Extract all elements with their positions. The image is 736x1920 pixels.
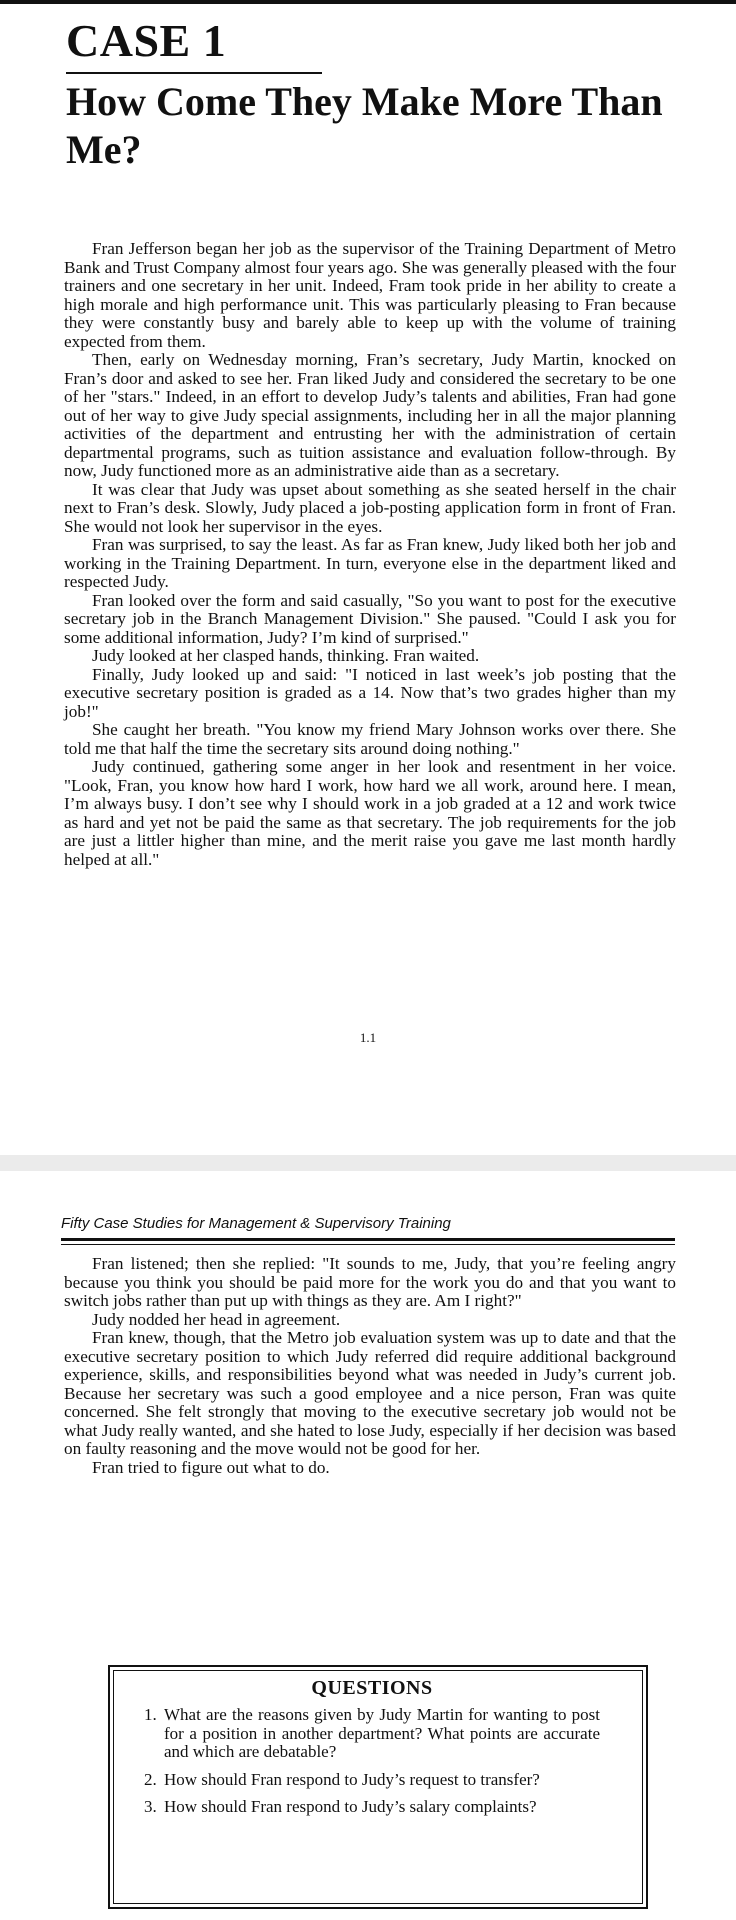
questions-list	[144, 1706, 600, 1817]
question-item	[144, 1706, 600, 1762]
case-label: CASE 1	[66, 15, 227, 66]
running-header: Fifty Case Studies for Management & Supervisory Training	[61, 1215, 451, 1232]
questions-box	[108, 1665, 648, 1909]
page-2	[0, 1171, 736, 1920]
paragraph: Fran was surprised, to say the least. As far as Fran knew, Judy liked both her job and working in the Training Department. In turn, everyone else in the department liked and respected Judy.	[64, 535, 676, 591]
paragraph: Fran tried to figure out what to do.	[92, 1457, 330, 1477]
paragraph: Finally, Judy looked up and said: "I noticed in last week’s job posting that the executive secretary position is graded as a 14. Now that’s two grades higher than my job!"	[64, 664, 676, 721]
question-number: 3.	[144, 1797, 157, 1816]
page-separator	[0, 1155, 736, 1171]
questions-inner-frame	[113, 1670, 643, 1904]
question-text: How should Fran respond to Judy’s request to transfer?	[164, 1769, 540, 1789]
page-2-body	[64, 1255, 676, 1477]
paragraph: It was clear that Judy was upset about something as she seated herself in the chair next to Fran’s desk. Slowly, Judy placed a job-posting application form in front of Fran. She would not look her supervisor in the eyes.	[64, 479, 676, 536]
question-item	[144, 1771, 600, 1790]
page-number: 1.1	[359, 1030, 377, 1045]
header-rule-thin	[61, 1244, 675, 1245]
page-1-body	[64, 240, 676, 869]
paragraph: Fran listened; then she replied: "It sounds to me, Judy, that you’re feeling angry because you think you should be paid more for the work you do and that you want to switch jobs rather than put up with things as they are. Am I right?"	[64, 1254, 676, 1310]
question-item	[144, 1798, 600, 1817]
case-title: How Come They Make More Than Me?	[66, 79, 663, 172]
paragraph: Judy looked at her clasped hands, thinking. Fran waited.	[92, 646, 480, 665]
paragraph: She caught her breath. "You know my friend Mary Johnson works over there. She told me that half the time the secretary sits around doing nothing."	[64, 720, 676, 758]
paragraph: Fran knew, though, that the Metro job evaluation system was up to date and that the executive secretary position to which Judy referred did require additional background experience, skills, and responsibilities beyond what was needed in Judy’s current job. Because her secretary was such a good employee and a nice person, Fran was quite concerned. She felt strongly that moving to the executive secretary job would not be what Judy really wanted, and she hated to lose Judy, especially if her decision was based on faulty reasoning and the move would not be good for her.	[64, 1328, 676, 1458]
questions-title: QUESTIONS	[311, 1677, 433, 1699]
question-number: 2.	[144, 1769, 157, 1789]
paragraph: Judy continued, gathering some anger in her look and resentment in her voice. "Look, Fran, you know how hard I work, how hard we all work, around here. I mean, I’m always busy. I don’t see why I should work in a job graded at a 12 and work twice as hard and yet not be paid the same as that secretary. The job requirements for the job are just a littler higher than mine, and the merit raise you gave me last month hardly helped at all."	[64, 757, 676, 869]
question-text: What are the reasons given by Judy Martin for wanting to post for a position in another department? What points are accurate and which are debatable?	[164, 1705, 600, 1761]
question-text: How should Fran respond to Judy’s salary complaints?	[164, 1797, 537, 1816]
paragraph: Fran Jefferson began her job as the supervisor of the Training Department of Metro Bank and Trust Company almost four years ago. She was generally pleased with the four trainers and one secretary in her unit. Indeed, Fram took pride in her ability to create a high morale and high performance unit. This was particularly pleasing to Fran because they were constantly busy and barely able to keep up with the volume of training expected from them.	[64, 239, 676, 351]
case-underline	[66, 72, 322, 74]
paragraph: Judy nodded her head in agreement.	[92, 1309, 341, 1329]
question-number: 1.	[144, 1705, 157, 1724]
paragraph: Then, early on Wednesday morning, Fran’s secretary, Judy Martin, knocked on Fran’s door and asked to see her. Fran liked Judy and considered the secretary to be one of her "stars." Indeed, in an effort to develop Judy’s talents and abilities, Fran had gone out of her way to give Judy special assignments, including her in all the major planning activities of the department and entrusting her with the administration of certain departmental programs, such as tuition assistance and evaluation follow-through. By now, Judy functioned more as an administrative aide than as a secretary.	[64, 350, 676, 480]
paragraph: Fran looked over the form and said casually, "So you want to post for the executive secretary job in the Branch Management Division." She paused. "Could I ask you for some additional information, Judy? I’m kind of surprised."	[64, 590, 676, 647]
header-rule-thick	[61, 1238, 675, 1241]
